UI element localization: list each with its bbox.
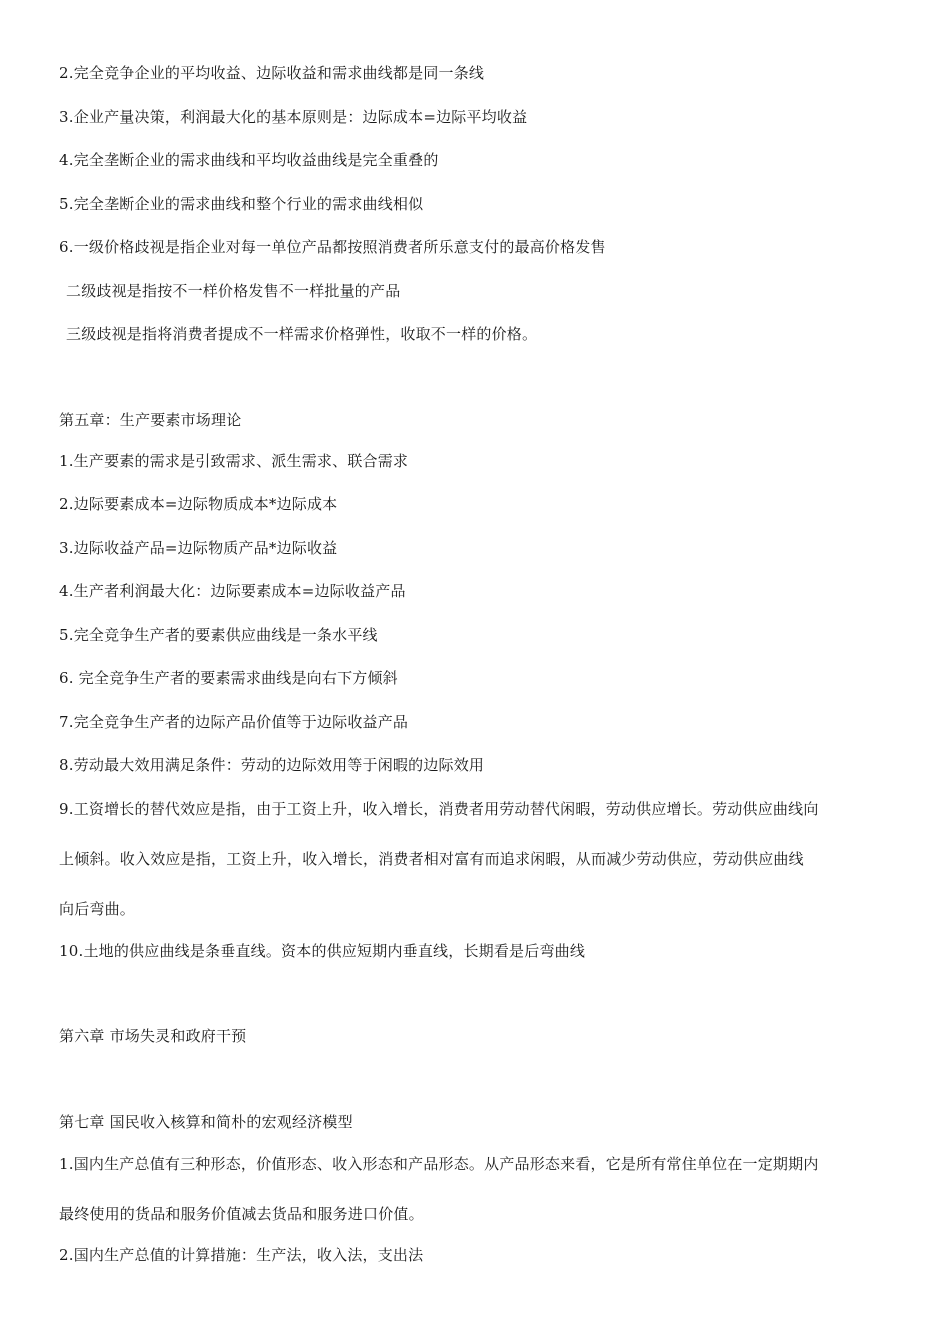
- paragraph-line: 3.企业产量决策，利润最大化的基本原则是：边际成本=边际平均收益: [59, 108, 528, 126]
- paragraph-line: 2.边际要素成本=边际物质成本*边际成本: [59, 495, 338, 513]
- paragraph-line: 3.边际收益产品=边际物质产品*边际收益: [59, 539, 338, 557]
- paragraph-line: 上倾斜。收入效应是指，工资上升，收入增长，消费者相对富有而追求闲暇，从而减少劳动供应，劳动供应曲线: [59, 850, 804, 868]
- chapter-heading: 第六章 市场失灵和政府干预: [59, 1027, 247, 1045]
- paragraph-line: 2.国内生产总值的计算措施：生产法，收入法，支出法: [59, 1246, 424, 1264]
- paragraph-line: 8.劳动最大效用满足条件：劳动的边际效用等于闲暇的边际效用: [59, 756, 485, 774]
- paragraph-line: 1.国内生产总值有三种形态，价值形态、收入形态和产品形态。从产品形态来看，它是所有常住单位在一定期期内: [59, 1155, 819, 1173]
- paragraph-line: 5.完全垄断企业的需求曲线和整个行业的需求曲线相似: [59, 195, 424, 213]
- paragraph-line: 三级歧视是指将消费者提成不一样需求价格弹性，收取不一样的价格。: [66, 325, 538, 343]
- chapter-heading: 第七章 国民收入核算和简朴的宏观经济模型: [59, 1113, 353, 1131]
- paragraph-line: 最终使用的货品和服务价值减去货品和服务进口价值。: [59, 1205, 424, 1223]
- chapter-heading: 第五章：生产要素市场理论: [59, 411, 242, 429]
- paragraph-line: 二级歧视是指按不一样价格发售不一样批量的产品: [66, 282, 401, 300]
- paragraph-line: 向后弯曲。: [59, 900, 136, 918]
- paragraph-line: 4.完全垄断企业的需求曲线和平均收益曲线是完全重叠的: [59, 151, 439, 169]
- paragraph-line: 6.一级价格歧视是指企业对每一单位产品都按照消费者所乐意支付的最高价格发售: [59, 238, 606, 256]
- paragraph-line: 6. 完全竞争生产者的要素需求曲线是向右下方倾斜: [59, 669, 398, 687]
- paragraph-line: 7.完全竞争生产者的边际产品价值等于边际收益产品: [59, 713, 409, 731]
- paragraph-line: 2.完全竞争企业的平均收益、边际收益和需求曲线都是同一条线: [59, 64, 485, 82]
- paragraph-line: 1.生产要素的需求是引致需求、派生需求、联合需求: [59, 452, 409, 470]
- paragraph-line: 4.生产者利润最大化：边际要素成本=边际收益产品: [59, 582, 406, 600]
- paragraph-line: 10.土地的供应曲线是条垂直线。资本的供应短期内垂直线，长期看是后弯曲线: [59, 942, 586, 960]
- paragraph-line: 9.工资增长的替代效应是指，由于工资上升，收入增长，消费者用劳动替代闲暇，劳动供应增长。劳动供应曲线向: [59, 800, 819, 818]
- paragraph-line: 5.完全竞争生产者的要素供应曲线是一条水平线: [59, 626, 378, 644]
